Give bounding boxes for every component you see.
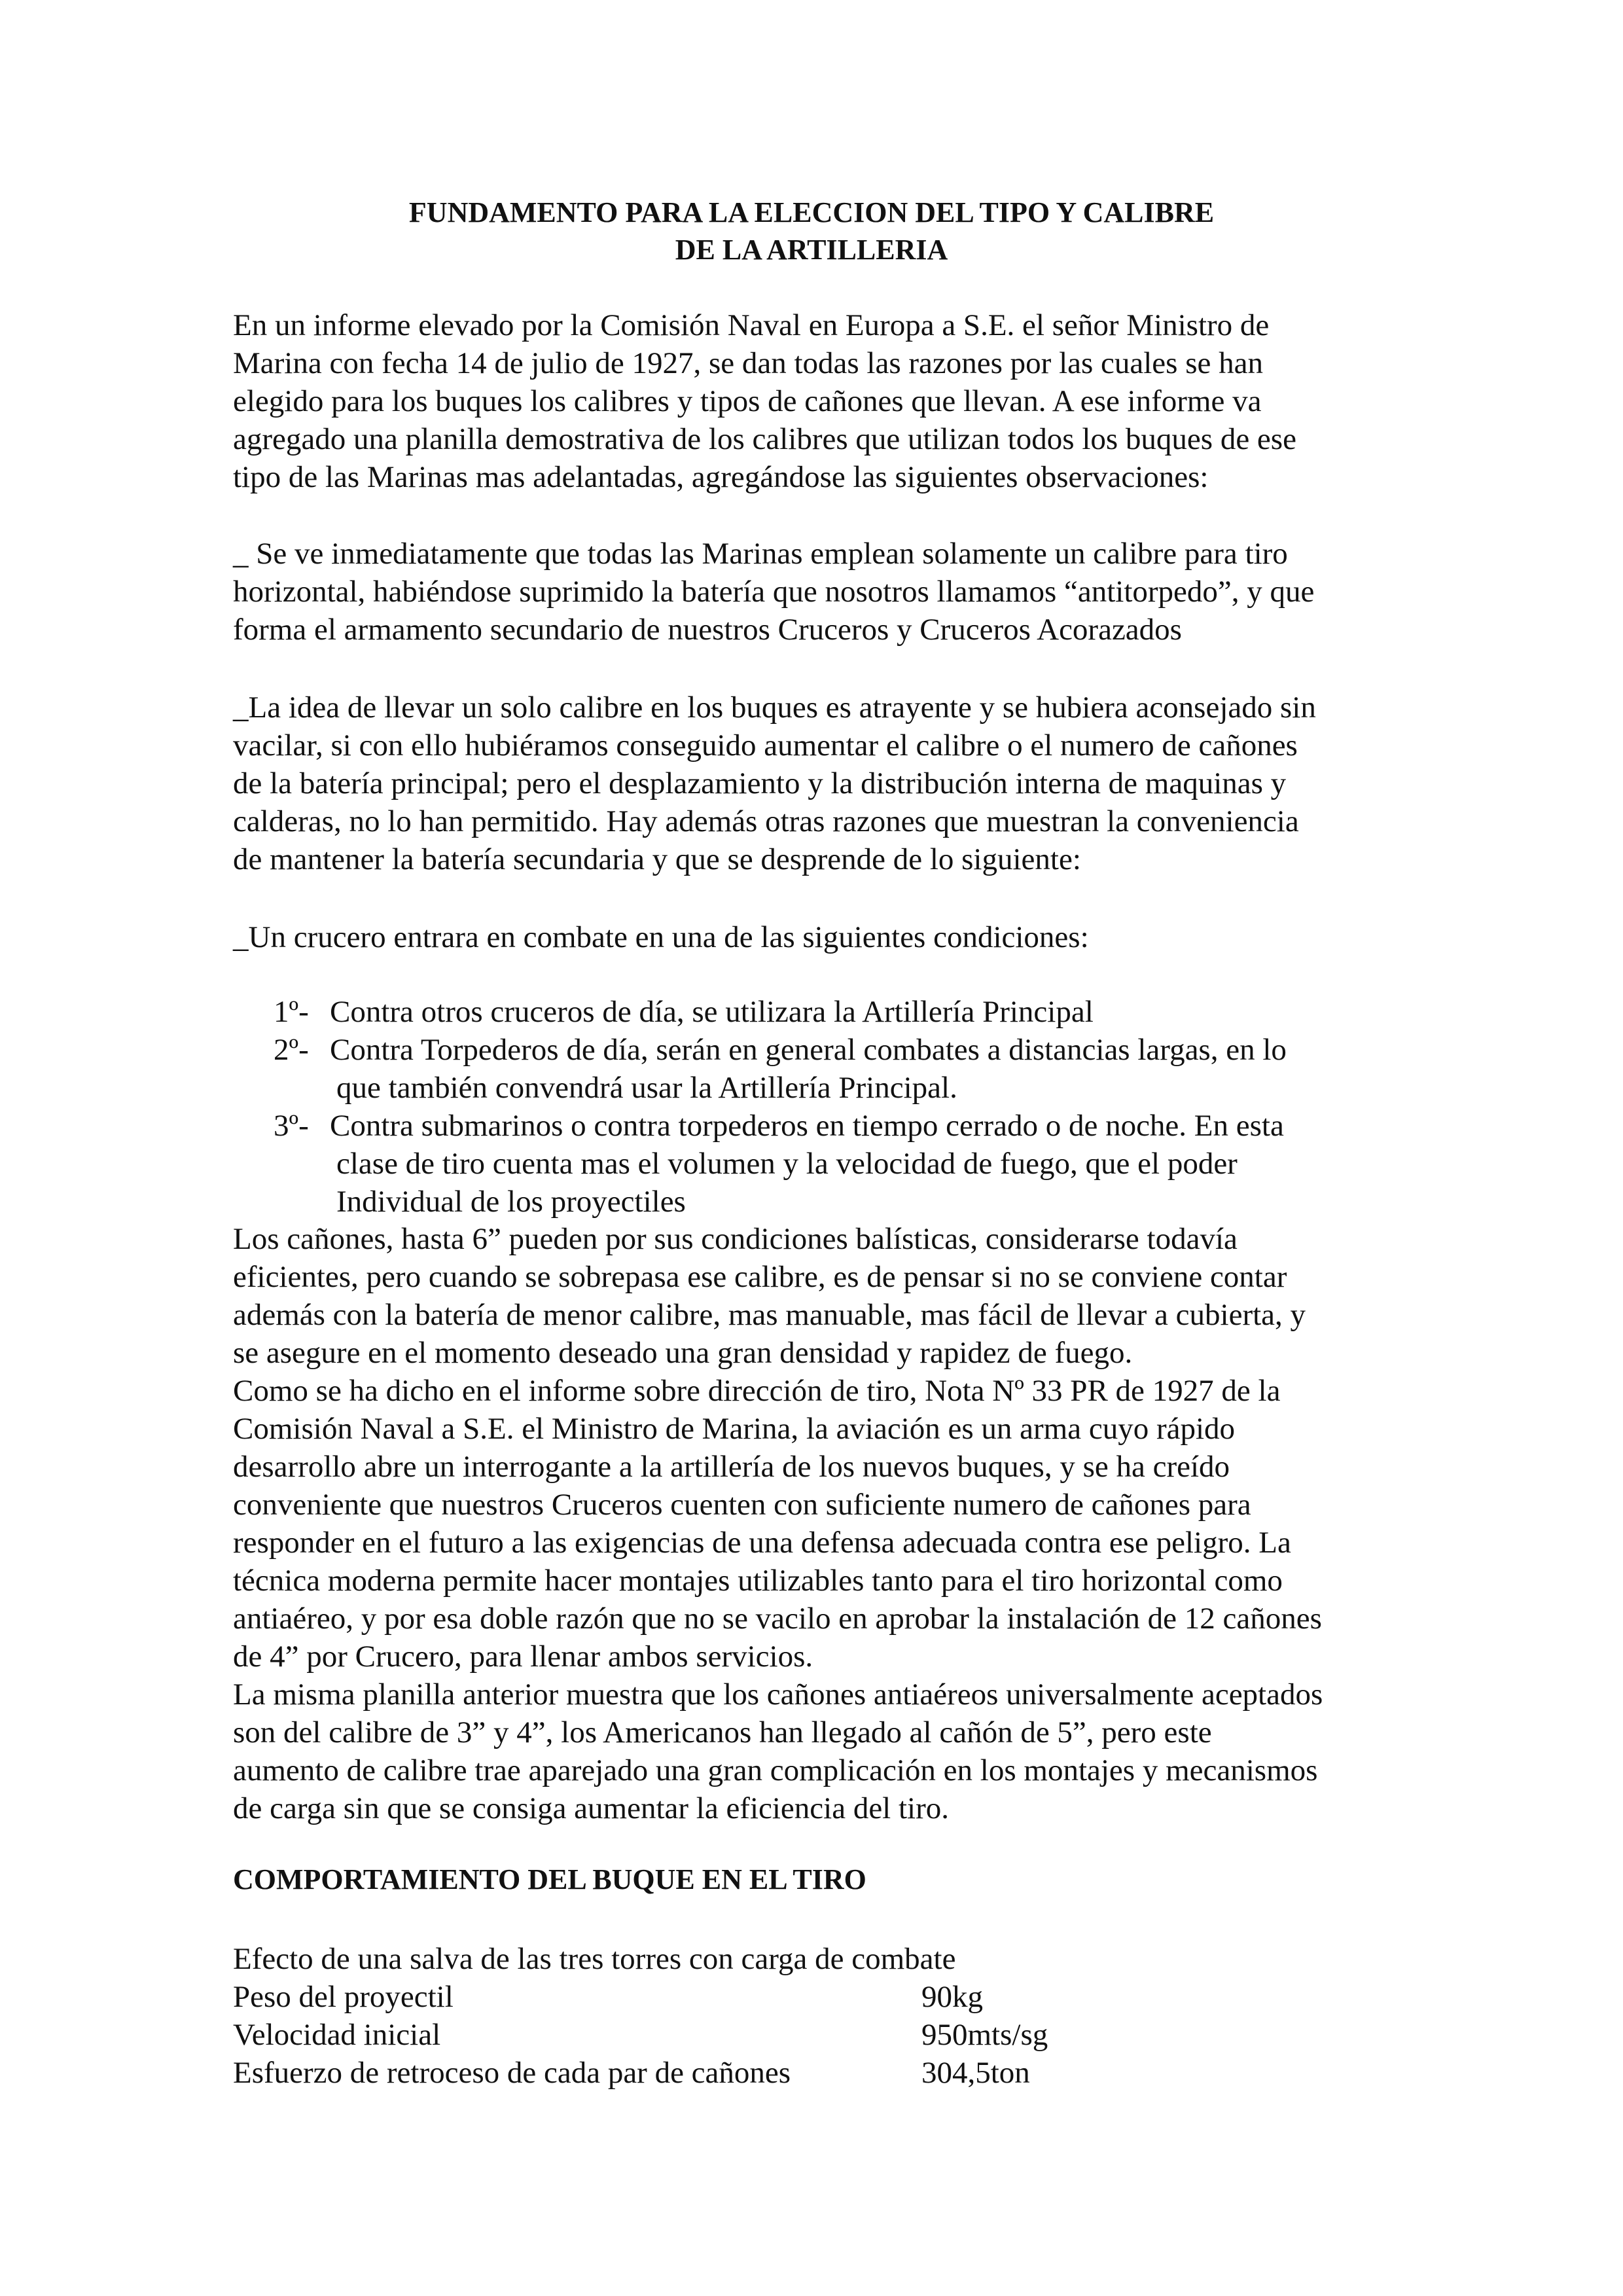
observation-paragraph-2	[233, 689, 1476, 878]
text-line: tipo de las Marinas mas adelantadas, agregándose las siguientes observaciones:	[233, 460, 1209, 494]
text-line: conveniente que nuestros Cruceros cuenten con suficiente numero de cañones para	[233, 1488, 1251, 1522]
text-line: Marina con fecha 14 de julio de 1927, se dan todas las razones por las cuales se han	[233, 346, 1263, 380]
text-line: desarrollo abre un interrogante a la artillería de los nuevos buques, y se ha creído	[233, 1450, 1230, 1484]
condition-line: Contra submarinos o contra torpederos en tiempo cerrado o de noche. En esta	[330, 1109, 1284, 1143]
data-value: 90kg	[921, 1980, 983, 2014]
text-line: elegido para los buques los calibres y tipos de cañones que llevan. A ese informe va	[233, 384, 1262, 418]
observation-paragraph-3	[233, 918, 1476, 956]
condition-number: 1º-	[274, 995, 309, 1029]
condition-line: Contra Torpederos de día, serán en general combates a distancias largas, en lo	[330, 1033, 1287, 1067]
data-row-recoil-force	[233, 2054, 1084, 2092]
text-line: de carga sin que se consiga aumentar la eficiencia del tiro.	[233, 1791, 950, 1825]
data-row-initial-velocity	[233, 2016, 1084, 2054]
intro-paragraph	[233, 306, 1476, 496]
text-line: _La idea de llevar un solo calibre en los buques es atrayente y se hubiera aconsejado sin	[233, 691, 1316, 725]
text-line: se asegure en el momento deseado una gran densidad y rapidez de fuego.	[233, 1336, 1133, 1370]
text-line: horizontal, habiéndose suprimido la batería que nosotros llamamos “antitorpedo”, y que	[233, 575, 1315, 609]
text-line: _ Se ve inmediatamente que todas las Marinas emplean solamente un calibre para tiro	[233, 537, 1288, 571]
text-line: La misma planilla anterior muestra que los cañones antiaéreos universalmente aceptados	[233, 1677, 1323, 1712]
text-line: eficientes, pero cuando se sobrepasa ese calibre, es de pensar si no se conviene contar	[233, 1260, 1287, 1294]
text-line: antiaéreo, y por esa doble razón que no se vacilo en aprobar la instalación de 12 cañones	[233, 1602, 1322, 1636]
data-label: Esfuerzo de retroceso de cada par de cañones	[233, 2056, 791, 2090]
text-line: agregado una planilla demostrativa de los calibres que utilizan todos los buques de ese	[233, 422, 1296, 456]
text-line: Como se ha dicho en el informe sobre dirección de tiro, Nota Nº 33 PR de 1927 de la	[233, 1374, 1281, 1408]
condition-number: 2º-	[274, 1033, 309, 1067]
text-line: responder en el futuro a las exigencias de una defensa adecuada contra ese peligro. La	[233, 1526, 1291, 1560]
text-line: _Un crucero entrara en combate en una de las siguientes condiciones:	[233, 920, 1089, 954]
text-line: técnica moderna permite hacer montajes utilizables tanto para el tiro horizontal como	[233, 1564, 1283, 1598]
document-title	[0, 194, 1623, 268]
text-line: son del calibre de 3” y 4”, los Americanos han llegado al cañón de 5”, pero este	[233, 1715, 1212, 1749]
text-line: Los cañones, hasta 6” pueden por sus condiciones balísticas, considerarse todavía	[233, 1222, 1238, 1256]
text-line: forma el armamento secundario de nuestros Cruceros y Cruceros Acorazados	[233, 613, 1182, 647]
text-line: calderas, no lo han permitido. Hay además otras razones que muestran la conveniencia	[233, 804, 1299, 838]
data-value: 950mts/sg	[921, 2018, 1048, 2052]
condition-number: 3º-	[274, 1109, 309, 1143]
section-intro: Efecto de una salva de las tres torres con carga de combate	[233, 1942, 956, 1976]
condition-line: que también convendrá usar la Artillería Principal.	[336, 1071, 957, 1105]
text-line: de mantener la batería secundaria y que se desprende de lo siguiente:	[233, 842, 1081, 876]
text-line: de 4” por Crucero, para llenar ambos servicios.	[233, 1640, 813, 1674]
data-value: 304,5ton	[921, 2056, 1030, 2090]
text-line: de la batería principal; pero el desplazamiento y la distribución interna de maquinas y	[233, 766, 1287, 800]
condition-line: Individual de los proyectiles	[336, 1185, 686, 1219]
title-line-2: DE LA ARTILLERIA	[675, 234, 948, 266]
condition-line: clase de tiro cuenta mas el volumen y la velocidad de fuego, que el poder	[336, 1147, 1238, 1181]
guns-paragraph	[233, 1220, 1476, 1827]
text-line: además con la batería de menor calibre, mas manuable, mas fácil de llevar a cubierta, y	[233, 1298, 1306, 1332]
condition-line: Contra otros cruceros de día, se utilizara la Artillería Principal	[330, 995, 1094, 1029]
section-heading: COMPORTAMIENTO DEL BUQUE EN EL TIRO	[233, 1863, 866, 1895]
text-line: En un informe elevado por la Comisión Naval en Europa a S.E. el señor Ministro de	[233, 308, 1270, 342]
text-line: aumento de calibre trae aparejado una gran complicación en los montajes y mecanismos	[233, 1753, 1318, 1787]
data-label: Peso del proyectil	[233, 1980, 454, 2014]
observation-paragraph-1	[233, 535, 1476, 649]
text-line: Comisión Naval a S.E. el Ministro de Marina, la aviación es un arma cuyo rápido	[233, 1412, 1236, 1446]
text-line: vacilar, si con ello hubiéramos conseguido aumentar el calibre o el numero de cañones	[233, 728, 1298, 762]
data-label: Velocidad inicial	[233, 2018, 441, 2052]
title-line-1: FUNDAMENTO PARA LA ELECCION DEL TIPO Y CALIBRE	[408, 196, 1215, 228]
data-row-projectile-weight	[233, 1978, 1084, 2016]
